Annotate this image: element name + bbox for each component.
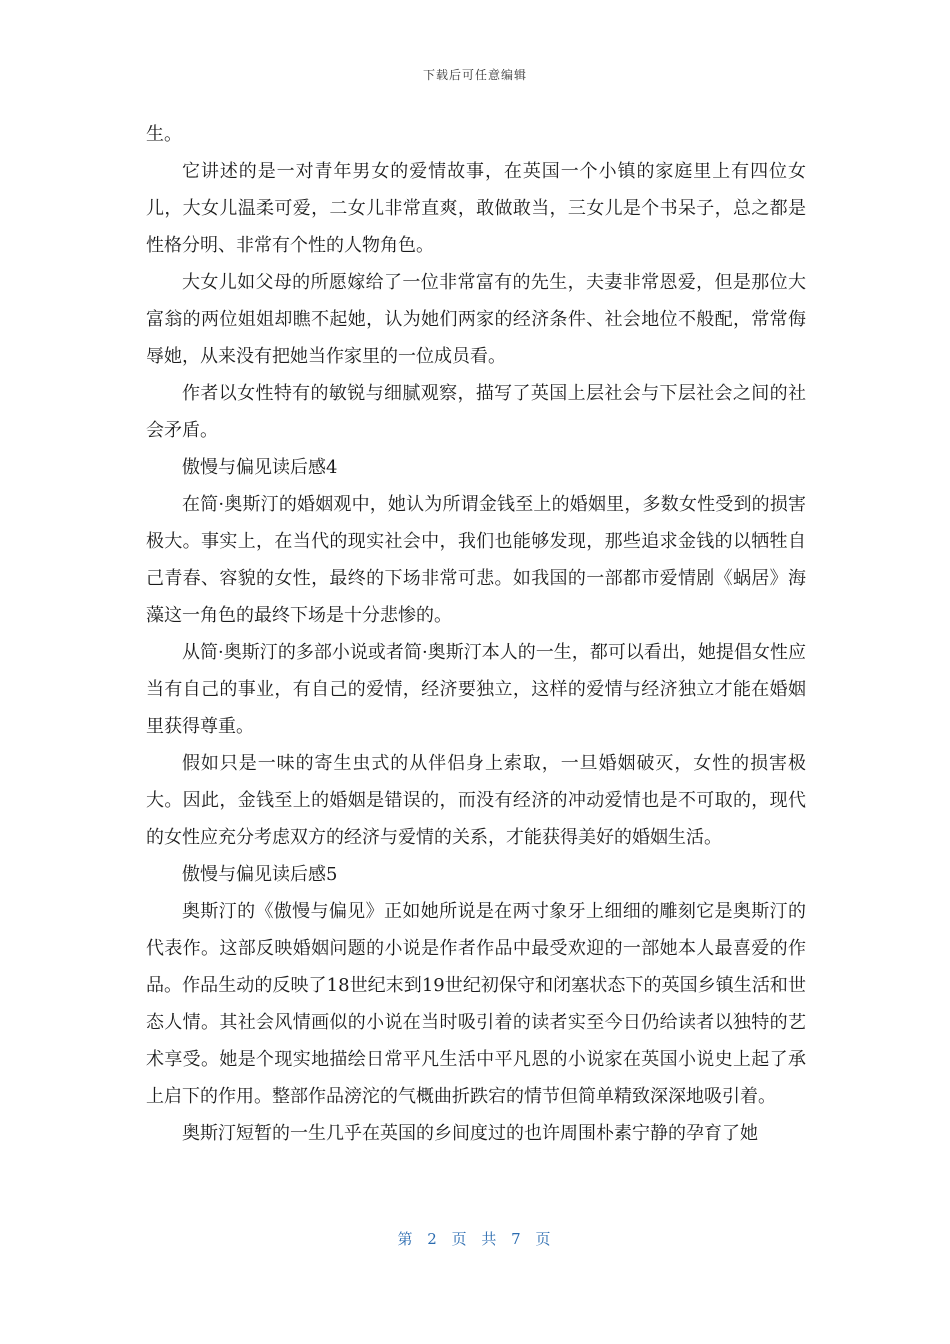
- page-label-mid: 页 共: [451, 1230, 499, 1248]
- paragraph: 生。: [146, 124, 182, 145]
- header-text: 下载后可任意编辑: [422, 68, 527, 82]
- paragraph: 从简·奥斯汀的多部小说或者简·奥斯汀本人的一生，都可以看出，她提倡女性应当有自己的事业，有自己的爱情，经济要独立，这样的爱情与经济独立才能在婚姻里获得尊重。: [146, 642, 806, 737]
- page-header: [0, 66, 950, 83]
- paragraph: 大女儿如父母的所愿嫁给了一位非常富有的先生，夫妻非常恩爱，但是那位大富翁的两位姐姐却瞧不起她，认为她们两家的经济条件、社会地位不般配，常常侮辱她，从来没有把她当作家里的一位成员看。: [146, 272, 806, 367]
- document-body: [146, 116, 806, 1152]
- paragraph: 它讲述的是一对青年男女的爱情故事，在英国一个小镇的家庭里上有四位女儿，大女儿温柔可爱，二女儿非常直爽，敢做敢当，三女儿是个书呆子，总之都是性格分明、非常有个性的人物角色。: [146, 161, 806, 256]
- page-footer: [0, 1228, 950, 1249]
- page-total: 7: [511, 1230, 523, 1248]
- paragraph: 奥斯汀的《傲慢与偏见》正如她所说是在两寸象牙上细细的雕刻它是奥斯汀的代表作。这部反映婚姻问题的小说是作者作品中最受欢迎的一部她本人最喜爱的作品。作品生动的反映了18世纪末到19世纪初保守和闭塞状态下的英国乡镇生活和世态人情。其社会风情画似的小说在当时吸引着的读者实至今日仍给读者以独特的艺术享受。她是个现实地描绘日常平凡生活中平凡恩的小说家在英国小说史上起了承上启下的作用。整部作品滂沱的气概曲折跌宕的情节但简单精致深深地吸引着。: [146, 901, 806, 1107]
- section-heading: 傲慢与偏见读后感5: [182, 864, 338, 885]
- paragraph: 奥斯汀短暂的一生几乎在英国的乡间度过的也许周围朴素宁静的孕育了她: [182, 1123, 758, 1144]
- page-label-suffix: 页: [535, 1230, 553, 1248]
- page-label-prefix: 第: [397, 1230, 415, 1248]
- paragraph: 假如只是一味的寄生虫式的从伴侣身上索取，一旦婚姻破灭，女性的损害极大。因此，金钱至上的婚姻是错误的，而没有经济的冲动爱情也是不可取的，现代的女性应充分考虑双方的经济与爱情的关系，才能获得美好的婚姻生活。: [146, 753, 806, 848]
- paragraph: 作者以女性特有的敏锐与细腻观察，描写了英国上层社会与下层社会之间的社会矛盾。: [146, 383, 806, 441]
- section-heading: 傲慢与偏见读后感4: [182, 457, 338, 478]
- page-current: 2: [427, 1230, 439, 1248]
- paragraph: 在简·奥斯汀的婚姻观中，她认为所谓金钱至上的婚姻里，多数女性受到的损害极大。事实上，在当代的现实社会中，我们也能够发现，那些追求金钱的以牺牲自己青春、容貌的女性，最终的下场非常可悲。如我国的一部都市爱情剧《蜗居》海藻这一角色的最终下场是十分悲惨的。: [146, 494, 806, 626]
